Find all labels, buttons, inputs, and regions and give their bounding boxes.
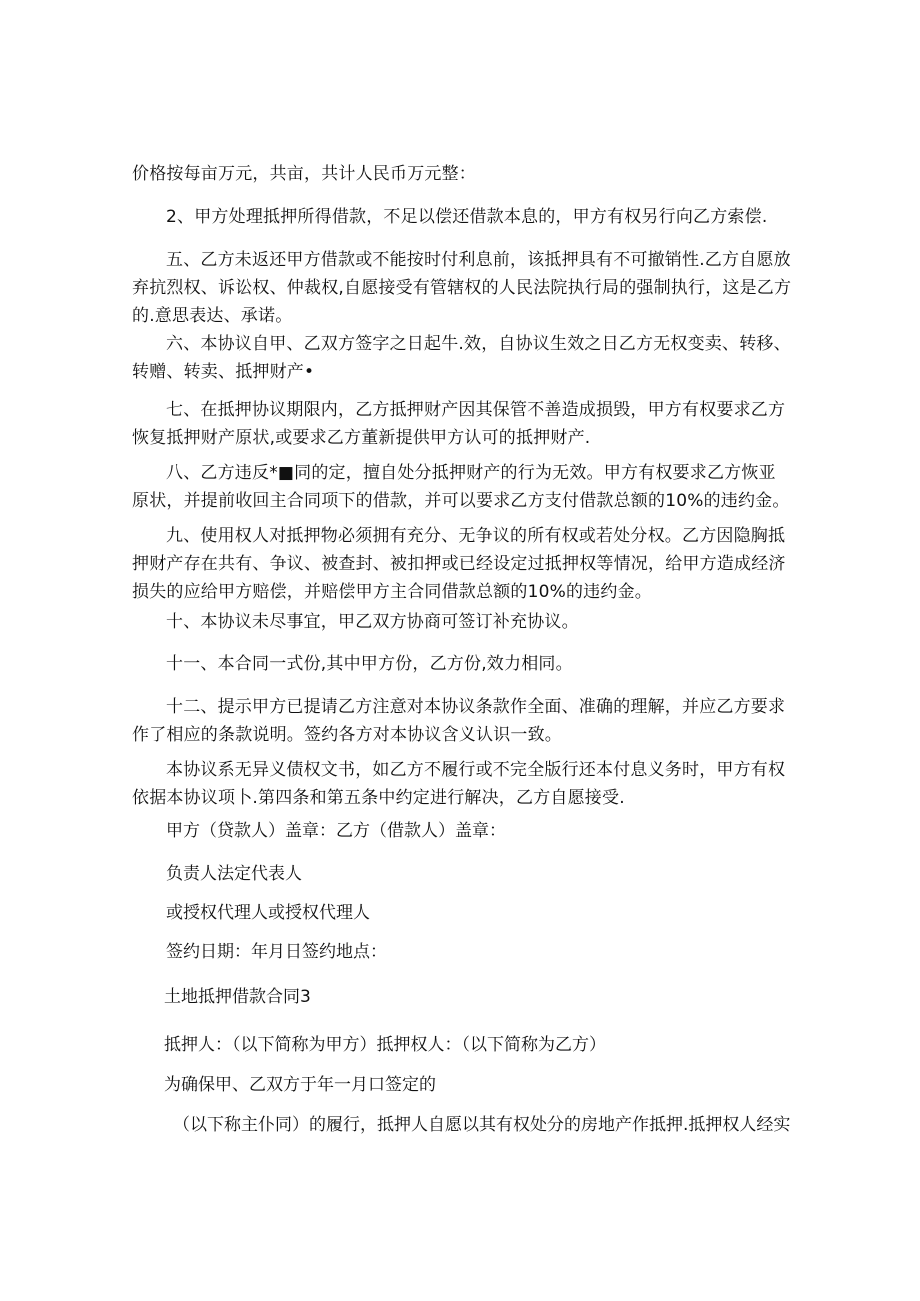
- paragraph-clause-2: 2、甲方处理抵押所得借款，不足以偿还借款本息的，甲方有权另行向乙方索偿.: [166, 207, 768, 227]
- paragraph-clause-8: 八、乙方违反*■同的定，擅自处分抵押财产的行为无效。甲方有权要求乙方恢亚原状，并提前收回主合同项下的借款，并可以要求乙方支付借款总额的10%的违约金。: [132, 463, 790, 511]
- paragraph-clause-5: 五、乙方未返还甲方借款或不能按时付利息前，该抵押具有不可撤销性.乙方自愿放弃抗烈权、诉讼权、仲裁权,自愿接受有管辖权的人民法院执行局的强制执行，这是乙方的.意思表达、承诺。: [132, 250, 792, 326]
- signature-agent-line: 或授权代理人或授权代理人: [166, 903, 370, 923]
- performance-line: （以下称主仆同）的履行，抵押人自愿以其有权处分的房地产作抵押.抵押权人经实: [173, 1115, 791, 1135]
- paragraph-clause-10: 十、本协议未尽事宜，甲乙双方协商可签订补充协议。: [166, 612, 579, 632]
- purpose-line: 为确保甲、乙双方于年一月口签定的: [164, 1075, 436, 1095]
- paragraph-clause-9: 九、使用权人对抵押物必须拥有充分、无争议的所有权或若处分权。乙方因隐胸抵押财产存在共有、争议、被查封、被扣押或已经设定过抵押权等情况，给甲方造成经济损失的应给甲方赔偿，并赔偿甲方主合同借款总额的10%的违约金。: [132, 526, 786, 602]
- paragraph-enforcement: 本协议系无异义债权文书，如乙方不履行或不完全版行还本付息义务时，甲方有权依据本协议项卜.第四条和第五条中约定进行解决，乙方自愿接受.: [132, 760, 786, 808]
- paragraph-clause-11: 十一、本合同一式份,其中甲方份，乙方份,效力相同。: [166, 654, 573, 674]
- signature-seal-line: 甲方（贷款人）盖章：乙方（借款人）盖章：: [166, 821, 506, 841]
- section-heading-contract-3: 土地抵押借款合同3: [164, 987, 311, 1007]
- paragraph-price: 价格按每亩万元，共亩，共计人民币万元整：: [132, 164, 476, 184]
- parties-line: 抵押人：（以下简称为甲方）抵押权人：（以下简称为乙方）: [164, 1035, 606, 1055]
- paragraph-clause-6: 六、本协议自甲、乙双方签字之日起牛.效，自协议生效之日乙方无权变卖、转移、转赠、转卖、抵押财产•: [132, 334, 791, 382]
- signature-representative-line: 负责人法定代表人: [166, 864, 302, 884]
- paragraph-clause-7: 七、在抵押协议期限内，乙方抵押财产因其保管不善造成损毁，甲方有权要求乙方恢复抵押财产原状,或要求乙方董新提供甲方认可的抵押财产.: [132, 400, 786, 448]
- paragraph-clause-12: 十二、提示甲方已提请乙方注意对本协议条款作全面、准确的理解，并应乙方要求作了相应的条款说明。签约各方对本协议含义认识一致。: [132, 697, 786, 745]
- signature-date-line: 签约日期：年月日签约地点：: [166, 942, 387, 962]
